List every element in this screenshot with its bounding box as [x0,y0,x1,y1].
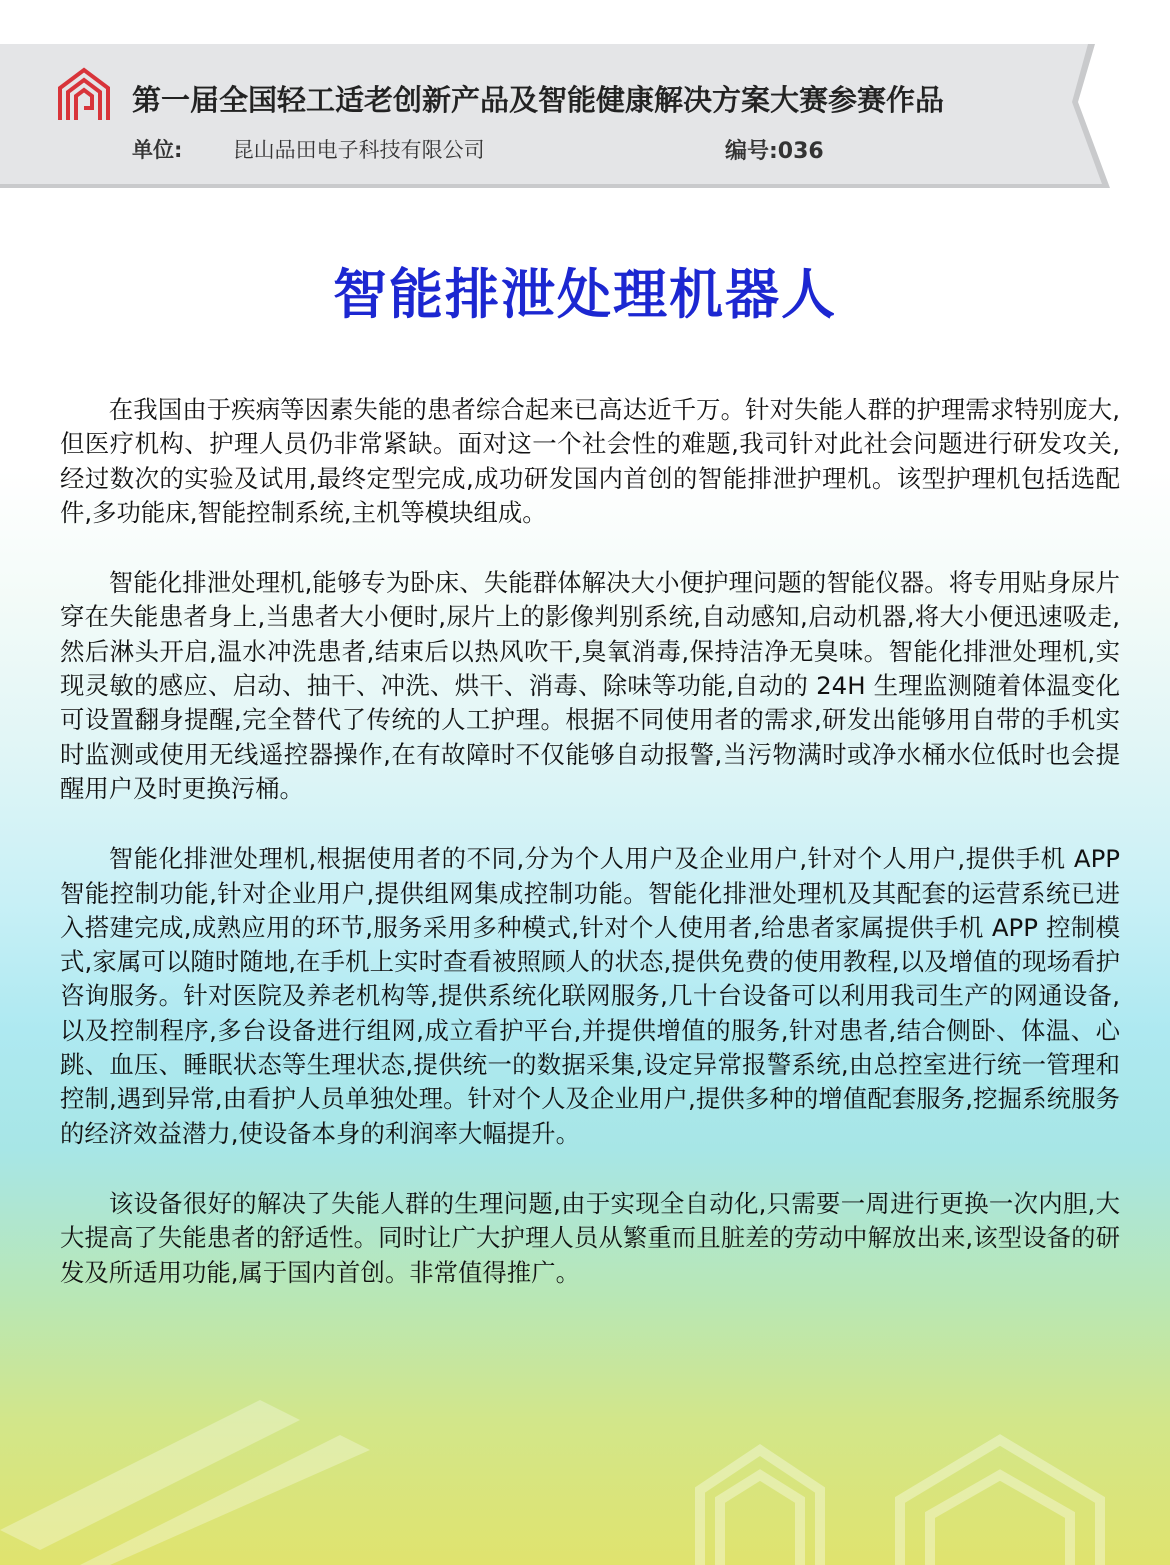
paragraph-function: 智能化排泄处理机,能够专为卧床、失能群体解决大小便护理问题的智能仪器。将专用贴身尿片穿在失能患者身上,当患者大小便时,尿片上的影像判别系统,自动感知,启动机器,将大小便迅速吸走,然后淋头开启,温水冲洗患者,结束后以热风吹干,臭氧消毒,保持洁净无臭味。智能化排泄处理机,实现灵敏的感应、启动、抽干、冲洗、烘干、消毒、除味等功能,自动的 24H 生理监测随着体温变化可设置翻身提醒,完全替代了传统的人工护理。根据不同使用者的需求,研发出能够用自带的手机实时监测或使用无线遥控器操作,在有故障时不仅能够自动报警,当污物满时或净水桶水位低时也会提醒用户及时更换污桶。 [60,568,1120,803]
paragraph-conclusion: 该设备很好的解决了失能人群的生理问题,由于实现全自动化,只需要一周进行更换一次内胆,大大提高了失能患者的舒适性。同时让广大护理人员从繁重而且脏差的劳动中解放出来,该型设备的研发及所适用功能,属于国内首创。非常值得推广。 [60,1188,1120,1287]
document-body [60,393,1120,1326]
unit-label: 单位: [132,138,183,162]
entry-code: 编号:036 [725,139,824,164]
paragraph-service: 智能化排泄处理机,根据使用者的不同,分为个人用户及企业用户,针对个人用户,提供手机 APP 智能控制功能,针对企业用户,提供组网集成控制功能。智能化排泄处理机及其配套的运营系统已进入搭建完成,成熟应用的环节,服务采用多种模式,针对个人使用者,给患者家属提供手机 APP 控制模式,家属可以随时随地,在手机上实时查看被照顾人的状态,提供免费的使用教程,以及增值的现场看护咨询服务。针对医院及养老机构等,提供系统化联网服务,几十台设备可以利用我司生产的网通设备,以及控制程序,多台设备进行组网,成立看护平台,并提供增值的服务,针对患者,结合侧卧、体温、心跳、血压、睡眠状态等生理状态,提供统一的数据采集,设定异常报警系统,由总控室进行统一管理和控制,遇到异常,由看护人员单独处理。针对个人及企业用户,提供多种的增值配套服务,挖掘系统服务的经济效益潜力,使设备本身的利润率大幅提升。 [60,844,1120,1148]
contest-title: 第一届全国轻工适老创新产品及智能健康解决方案大赛参赛作品 [132,83,945,117]
document-title: 智能排泄处理机器人 [333,263,837,326]
paragraph-intro: 在我国由于疾病等因素失能的患者综合起来已高达近千万。针对失能人群的护理需求特别庞大,但医疗机构、护理人员仍非常紧缺。面对这一个社会性的难题,我司针对此社会问题进行研发攻关,经过数次的实验及试用,最终定型完成,成功研发国内首创的智能排泄护理机。该型护理机包括选配件,多功能床,智能控制系统,主机等模块组成。 [60,395,1120,527]
contest-logo-icon [56,66,112,122]
decorative-pattern [0,1380,1170,1565]
unit-value: 昆山品田电子科技有限公司 [232,138,485,162]
